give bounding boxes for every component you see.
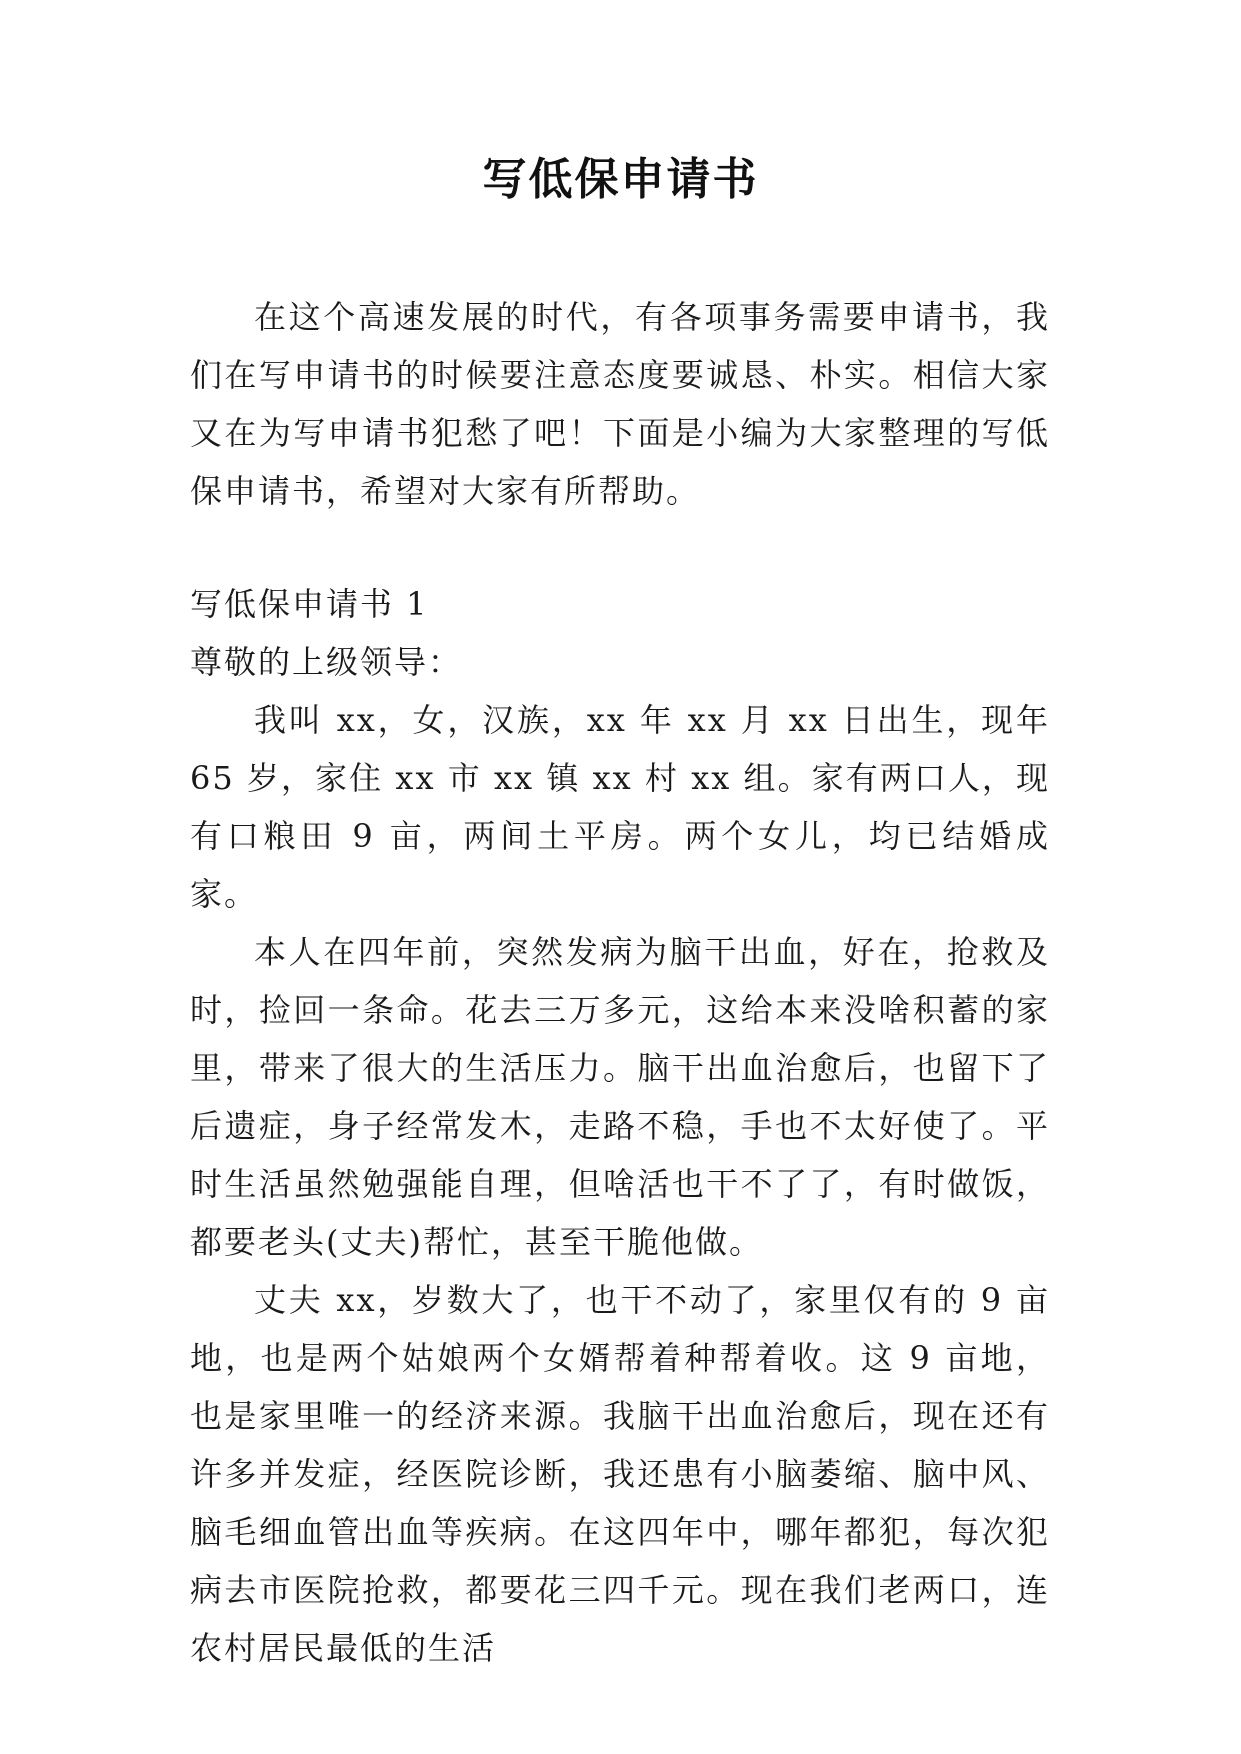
intro-paragraph: 在这个高速发展的时代，有各项事务需要申请书，我们在写申请书的时候要注意态度要诚恳、朴实。相信大家又在为写申请书犯愁了吧！下面是小编为大家整理的写低保申请书，希望对大家有所帮助。 [190, 298, 1050, 510]
letter-paragraph-2: 本人在四年前，突然发病为脑干出血，好在，抢救及时，捡回一条命。花去三万多元，这给本来没啥积蓄的家里，带来了很大的生活压力。脑干出血治愈后，也留下了后遗症，身子经常发木，走路不稳，手也不太好使了。平时生活虽然勉强能自理，但啥活也干不了了，有时做饭，都要老头(丈夫)帮忙，甚至干脆他做。 [190, 933, 1050, 1261]
letter-block [190, 575, 1050, 1677]
letter-paragraph-3: 丈夫 xx，岁数大了，也干不动了，家里仅有的 9 亩地，也是两个姑娘两个女婿帮着种帮着收。这 9 亩地，也是家里唯一的经济来源。我脑干出血治愈后，现在还有许多并发症，经医院诊断，我还患有小脑萎缩、脑中风、脑毛细血管出血等疾病。在这四年中，哪年都犯，每次犯病去市医院抢救，都要花三四千元。现在我们老两口，连农村居民最低的生活 [190, 1281, 1050, 1667]
salutation: 尊敬的上级领导： [190, 643, 463, 681]
section-heading: 写低保申请书 1 [190, 585, 429, 623]
intro-block [190, 288, 1050, 520]
document-title: 写低保申请书 [482, 154, 759, 205]
letter-paragraph-1: 我叫 xx，女，汉族，xx 年 xx 月 xx 日出生，现年 65 岁，家住 xx 市 xx 镇 xx 村 xx 组。家有两口人，现有口粮田 9 亩，两间土平房。两个女儿，均已结婚成家。 [190, 701, 1050, 913]
